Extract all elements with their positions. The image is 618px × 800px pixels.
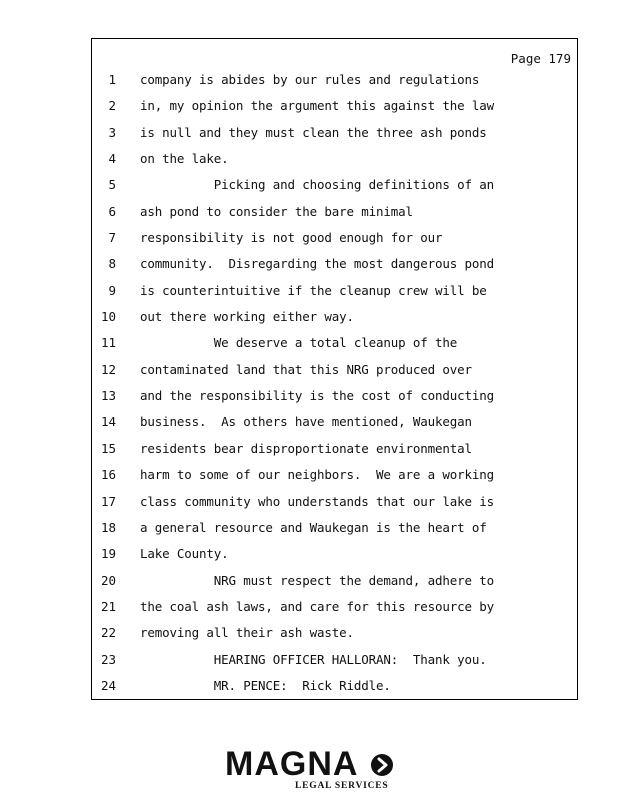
transcript-line <box>92 625 577 651</box>
magna-logo <box>225 745 395 793</box>
logo-tagline: LEGAL SERVICES <box>295 781 389 791</box>
line-number: 11 <box>100 335 116 351</box>
line-text: a general resource and Waukegan is the heart of <box>140 519 487 535</box>
line-number: 6 <box>108 203 116 219</box>
line-text: and the responsibility is the cost of conducting <box>140 388 495 404</box>
line-number: 1 <box>108 72 116 87</box>
arrow-right-circle-icon <box>371 754 393 776</box>
line-text: responsibility is not good enough for our <box>140 230 443 246</box>
line-number: 14 <box>100 414 116 430</box>
transcript-line <box>92 362 577 388</box>
line-text: MR. PENCE: Rick Riddle. <box>140 677 391 693</box>
line-number: 17 <box>100 493 116 509</box>
transcript-line <box>92 256 577 282</box>
transcript-line <box>92 494 577 520</box>
line-number: 9 <box>108 282 116 298</box>
line-text: NRG must respect the demand, adhere to <box>140 572 495 588</box>
transcript-line <box>92 283 577 309</box>
line-number: 7 <box>108 230 116 246</box>
line-number: 24 <box>100 677 116 693</box>
line-number: 2 <box>108 98 116 114</box>
line-number: 18 <box>100 519 116 535</box>
transcript-line <box>92 177 577 203</box>
transcript-line <box>92 204 577 230</box>
line-number: 8 <box>108 256 116 272</box>
transcript-line <box>92 441 577 467</box>
line-text: business. As others have mentioned, Waukegan <box>140 414 472 430</box>
line-text: removing all their ash waste. <box>140 625 354 641</box>
page-number: Page 179 <box>510 51 571 66</box>
line-number: 10 <box>100 309 116 325</box>
transcript-page <box>91 38 578 700</box>
line-number: 12 <box>100 361 116 377</box>
line-number: 19 <box>100 546 116 562</box>
line-number: 4 <box>108 151 116 167</box>
line-text: We deserve a total cleanup of the <box>140 335 458 351</box>
line-text: HEARING OFFICER HALLORAN: Thank you. <box>140 651 487 667</box>
transcript-line <box>92 98 577 124</box>
transcript-lines <box>92 72 577 704</box>
transcript-line <box>92 652 577 678</box>
transcript-line <box>92 414 577 440</box>
line-text: class community who understands that our lake is <box>140 493 495 509</box>
line-text: harm to some of our neighbors. We are a working <box>140 467 495 483</box>
line-text: community. Disregarding the most dangerous pond <box>140 256 495 272</box>
line-text: is null and they must clean the three ash ponds <box>140 124 487 140</box>
transcript-line <box>92 72 577 98</box>
line-number: 15 <box>100 440 116 456</box>
line-number: 23 <box>100 651 116 667</box>
line-number: 13 <box>100 388 116 404</box>
line-number: 22 <box>100 625 116 641</box>
line-text: residents bear disproportionate environmental <box>140 440 472 456</box>
transcript-line <box>92 678 577 704</box>
line-text: ash pond to consider the bare minimal <box>140 203 413 219</box>
line-text: Picking and choosing definitions of an <box>140 177 495 193</box>
transcript-line <box>92 125 577 151</box>
transcript-line <box>92 151 577 177</box>
line-text: out there working either way. <box>140 309 354 325</box>
transcript-line <box>92 520 577 546</box>
line-text: company is abides by our rules and regulations <box>140 72 480 87</box>
line-number: 5 <box>108 177 116 193</box>
line-number: 20 <box>100 572 116 588</box>
transcript-line <box>92 467 577 493</box>
transcript-line <box>92 388 577 414</box>
transcript-line <box>92 335 577 361</box>
transcript-line <box>92 599 577 625</box>
line-number: 21 <box>100 598 116 614</box>
line-number: 3 <box>108 124 116 140</box>
transcript-line <box>92 309 577 335</box>
line-text: contaminated land that this NRG produced over <box>140 361 472 377</box>
transcript-line <box>92 230 577 256</box>
transcript-line <box>92 573 577 599</box>
transcript-line <box>92 546 577 572</box>
line-text: Lake County. <box>140 546 229 562</box>
line-text: the coal ash laws, and care for this resource by <box>140 598 495 614</box>
line-text: on the lake. <box>140 151 229 167</box>
line-text: is counterintuitive if the cleanup crew will be <box>140 282 487 298</box>
line-number: 16 <box>100 467 116 483</box>
line-text: in, my opinion the argument this against the law <box>140 98 495 114</box>
logo-wordmark: MAGNA <box>225 745 359 783</box>
